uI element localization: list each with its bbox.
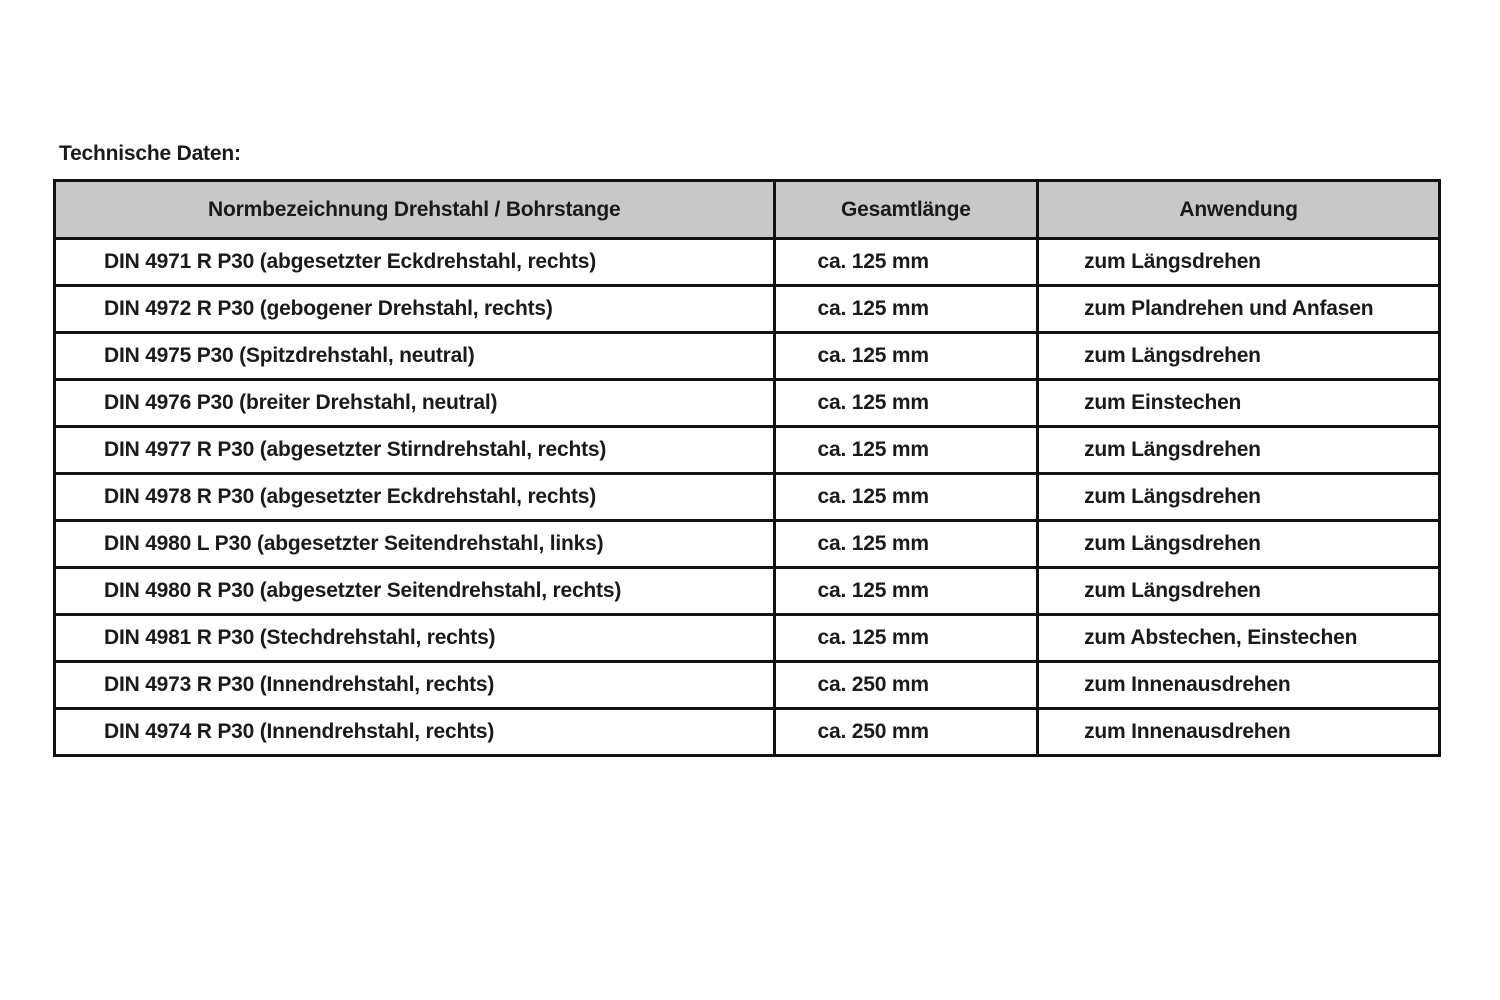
application-cell: zum Abstechen, Einstechen (1038, 615, 1440, 662)
length-cell: ca. 125 mm (774, 380, 1038, 427)
length-cell: ca. 250 mm (774, 709, 1038, 756)
table-row (55, 333, 1440, 380)
designation-cell: DIN 4976 P30 (breiter Drehstahl, neutral) (55, 380, 775, 427)
designation-cell: DIN 4981 R P30 (Stechdrehstahl, rechts) (55, 615, 775, 662)
table-row (55, 615, 1440, 662)
length-cell: ca. 125 mm (774, 286, 1038, 333)
application-cell: zum Längsdrehen (1038, 333, 1440, 380)
length-cell: ca. 125 mm (774, 427, 1038, 474)
technical-data-table (53, 179, 1441, 757)
header-total-length: Gesamtlänge (774, 181, 1038, 239)
designation-cell: DIN 4978 R P30 (abgesetzter Eckdrehstahl, rechts) (55, 474, 775, 521)
designation-cell: DIN 4975 P30 (Spitzdrehstahl, neutral) (55, 333, 775, 380)
length-cell: ca. 125 mm (774, 615, 1038, 662)
length-cell: ca. 125 mm (774, 568, 1038, 615)
application-cell: zum Längsdrehen (1038, 568, 1440, 615)
length-cell: ca. 125 mm (774, 333, 1038, 380)
table-row (55, 709, 1440, 756)
application-cell: zum Längsdrehen (1038, 239, 1440, 286)
header-designation: Normbezeichnung Drehstahl / Bohrstange (55, 181, 775, 239)
application-cell: zum Einstechen (1038, 380, 1440, 427)
table-row (55, 239, 1440, 286)
application-cell: zum Innenausdrehen (1038, 662, 1440, 709)
designation-cell: DIN 4974 R P30 (Innendrehstahl, rechts) (55, 709, 775, 756)
header-application: Anwendung (1038, 181, 1440, 239)
table-row (55, 380, 1440, 427)
table-header-row (55, 181, 1440, 239)
designation-cell: DIN 4980 R P30 (abgesetzter Seitendrehstahl, rechts) (55, 568, 775, 615)
table-row (55, 427, 1440, 474)
length-cell: ca. 125 mm (774, 239, 1038, 286)
table-row (55, 286, 1440, 333)
length-cell: ca. 125 mm (774, 521, 1038, 568)
length-cell: ca. 250 mm (774, 662, 1038, 709)
application-cell: zum Plandrehen und Anfasen (1038, 286, 1440, 333)
length-cell: ca. 125 mm (774, 474, 1038, 521)
page-title: Technische Daten: (59, 142, 241, 165)
table-row (55, 662, 1440, 709)
designation-cell: DIN 4977 R P30 (abgesetzter Stirndrehstahl, rechts) (55, 427, 775, 474)
application-cell: zum Längsdrehen (1038, 474, 1440, 521)
application-cell: zum Längsdrehen (1038, 427, 1440, 474)
designation-cell: DIN 4973 R P30 (Innendrehstahl, rechts) (55, 662, 775, 709)
designation-cell: DIN 4972 R P30 (gebogener Drehstahl, rechts) (55, 286, 775, 333)
designation-cell: DIN 4980 L P30 (abgesetzter Seitendrehstahl, links) (55, 521, 775, 568)
designation-cell: DIN 4971 R P30 (abgesetzter Eckdrehstahl, rechts) (55, 239, 775, 286)
application-cell: zum Längsdrehen (1038, 521, 1440, 568)
table-row (55, 568, 1440, 615)
table-row (55, 474, 1440, 521)
table-row (55, 521, 1440, 568)
application-cell: zum Innenausdrehen (1038, 709, 1440, 756)
